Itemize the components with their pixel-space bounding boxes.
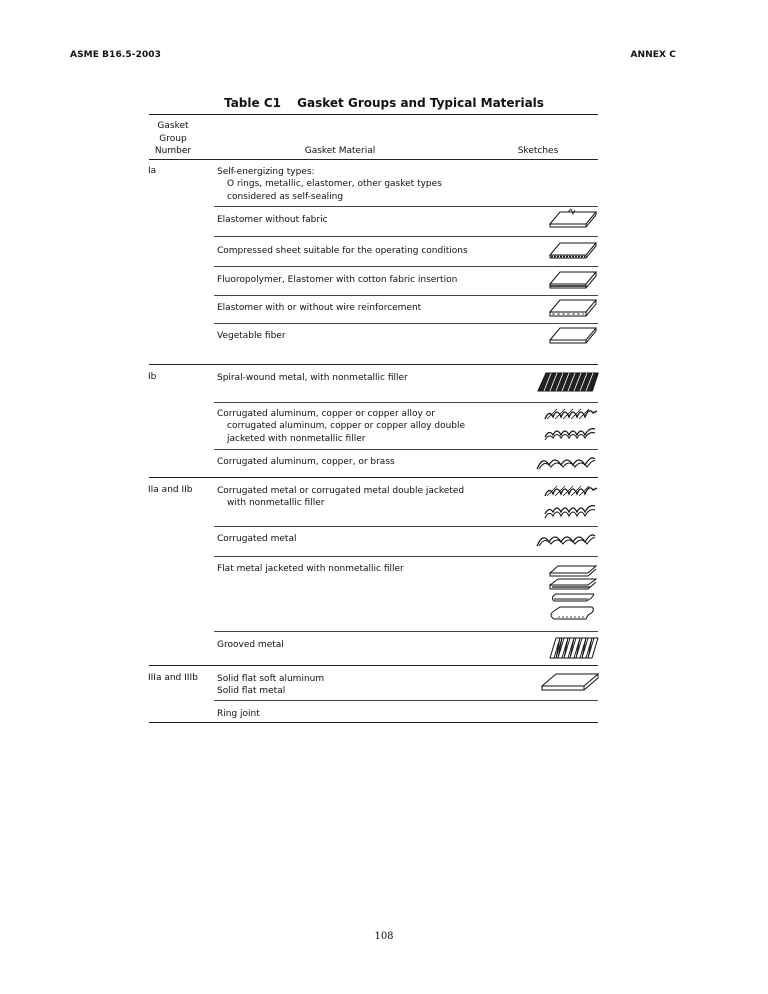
corr-jacketed-line2: with nonmetallic filler [227,498,325,509]
group-rule [149,665,598,666]
row-divider [214,556,598,557]
row-divider [214,631,598,632]
self-energizing-line2: O rings, metallic, elastomer, other gasket types [227,179,442,190]
table-title [0,96,768,110]
group-header-line3: Number [154,146,192,156]
sketch-wire-icon [548,296,598,318]
row-divider [214,266,598,267]
sketch-corrugated-metal-icon [535,528,597,550]
row-spiral-wound: Spiral-wound metal, with nonmetallic filler [217,373,408,383]
sketch-compressed-icon [548,239,598,261]
column-header-sketches: Sketches [517,146,559,156]
row-compressed: Compressed sheet suitable for the operating conditions [217,246,468,256]
row-corrugated-jacketed [217,485,464,510]
row-wire-reinforcement: Elastomer with or without wire reinforcement [217,303,422,313]
row-self-energizing [217,166,442,203]
row-divider [214,449,598,450]
sketch-grooved-metal-icon [546,634,600,662]
sketch-solid-flat-icon [540,668,600,694]
group-ib: Ib [148,372,157,382]
corr-jacketed-line1: Corrugated metal or corrugated metal double jacketed [217,486,465,496]
group-header-line2: Group [159,133,187,144]
row-divider [214,402,598,403]
row-divider [214,295,598,296]
row-elastomer: Elastomer without fabric [217,215,328,225]
row-divider [214,206,598,207]
row-divider [214,323,598,324]
row-divider [214,700,598,701]
sketch-vegetable-icon [548,324,598,346]
group-rule [149,477,598,478]
page-number: 108 [374,931,394,942]
row-divider [214,236,598,237]
header-annex: ANNEX C [630,50,676,60]
row-grooved-metal: Grooved metal [217,640,284,650]
corr-alu-line3: jacketed with nonmetallic filler [227,433,366,444]
bottom-rule [149,722,598,723]
row-ring-joint: Ring joint [217,709,260,719]
group-iiia-iiib: IIIa and IIIb [148,673,198,683]
column-header-material: Gasket Material [304,146,376,156]
group-ia: Ia [148,166,157,176]
self-energizing-line1: Self-energizing types: [217,167,315,177]
top-rule [149,114,598,115]
sketch-flat-jacketed-icon [546,563,598,627]
row-flat-jacketed: Flat metal jacketed with nonmetallic filler [217,564,404,574]
row-fluoropolymer: Fluoropolymer, Elastomer with cotton fabric insertion [217,275,458,285]
group-header-line1: Gasket [157,121,189,131]
row-vegetable-fiber: Vegetable fiber [217,331,286,341]
sketch-corrugated-icon [535,451,597,473]
column-header-group [148,120,198,158]
solid-flat-line2: Solid flat metal [217,686,286,697]
corr-alu-line1: Corrugated aluminum, copper or copper alloy or [217,409,435,419]
sketch-corrugated-jacketed-2-icon [543,480,599,522]
sketch-fluoropolymer-icon [548,268,598,290]
table-title-text: Gasket Groups and Typical Materials [297,96,544,110]
sketch-elastomer-icon [548,208,598,230]
row-corrugated-metal: Corrugated metal [217,534,297,544]
self-energizing-line3: considered as self-sealing [227,191,344,202]
solid-flat-line1: Solid flat soft aluminum [217,674,325,684]
header-rule [149,159,598,160]
group-rule [149,364,598,365]
sketch-corrugated-jacketed-icon [543,403,599,443]
row-corrugated-brass: Corrugated aluminum, copper, or brass [217,457,395,467]
row-divider [214,526,598,527]
table-number: Table C1 [224,96,281,110]
group-iia-iib: IIa and IIb [148,485,193,495]
row-solid-flat [217,673,324,698]
corr-alu-line2: corrugated aluminum, copper or copper alloy double [227,421,466,432]
sketch-spiral-wound-icon [536,367,600,395]
row-corrugated-alu [217,408,465,445]
header-standard: ASME B16.5-2003 [70,50,162,60]
